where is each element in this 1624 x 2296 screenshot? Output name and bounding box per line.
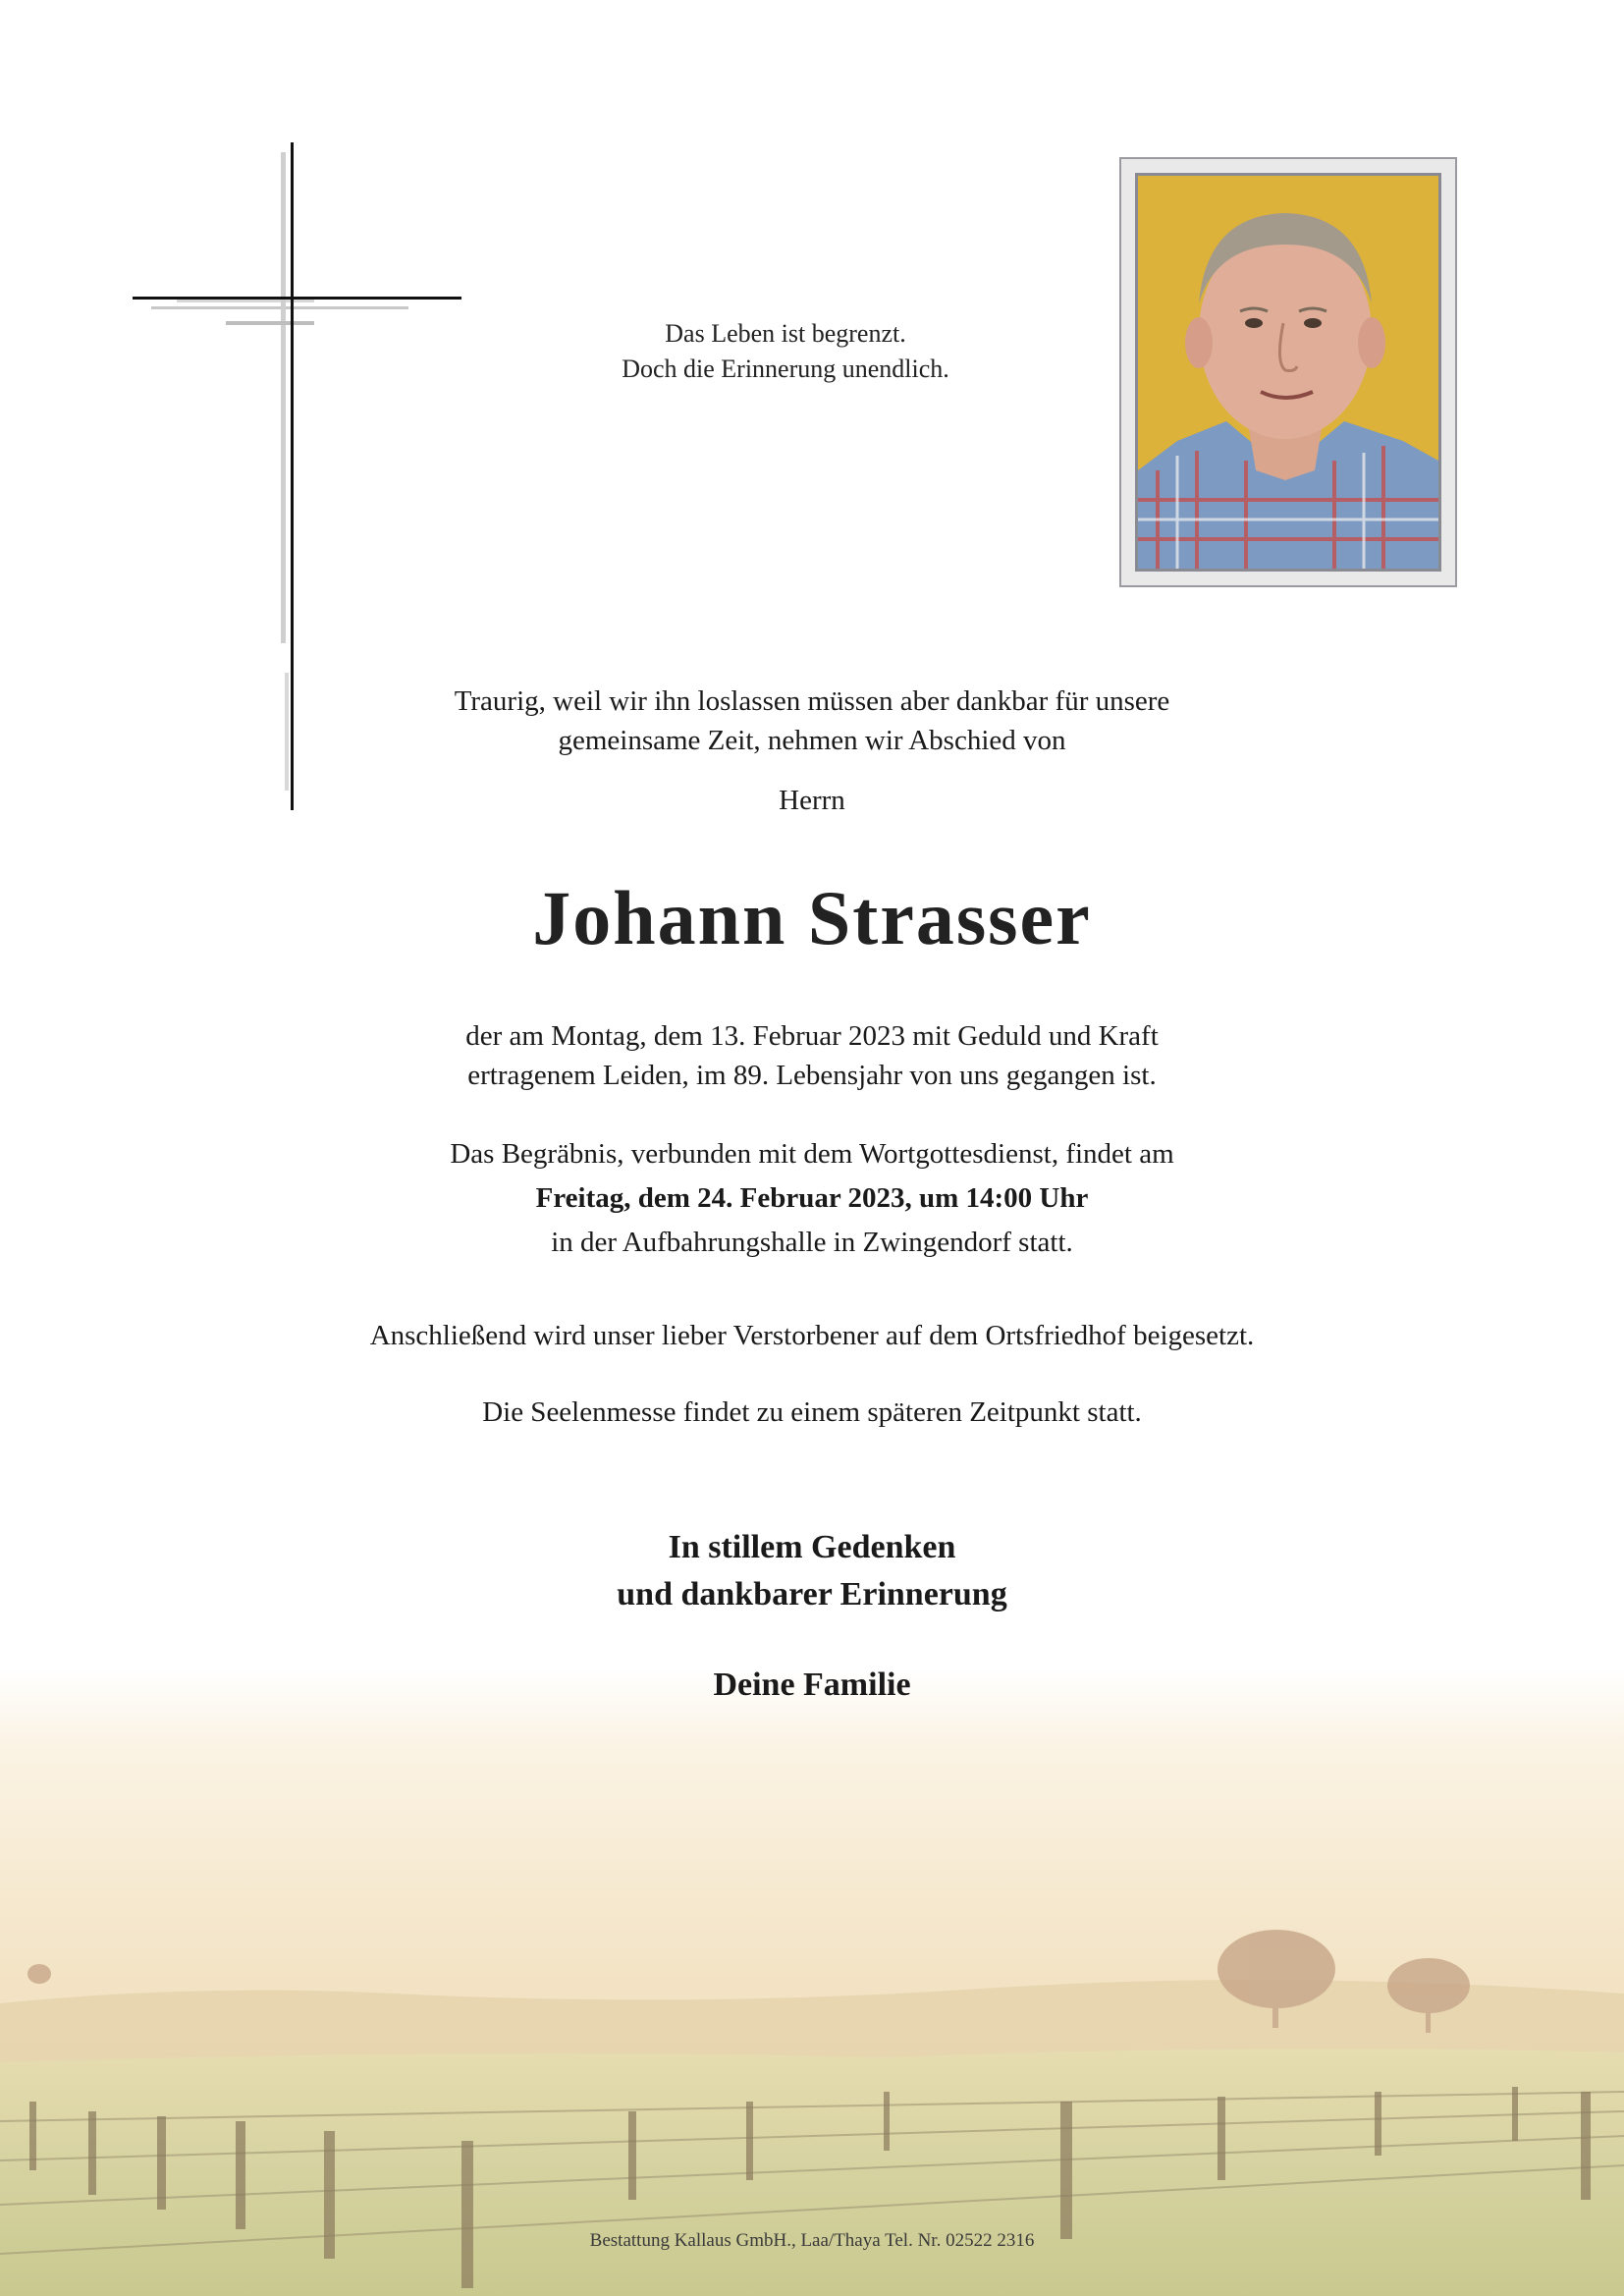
family-signature: Deine Familie [713, 1667, 911, 1703]
deceased-name: Johann Strasser [532, 875, 1092, 960]
intro-line-2: gemeinsame Zeit, nehmen wir Abschied von [558, 725, 1066, 756]
quote [511, 316, 1060, 387]
funeral-date-time: Freitag, dem 24. Februar 2023, um 14:00 Uhr [535, 1182, 1089, 1214]
portrait-photo [1135, 173, 1441, 572]
death-line-1: der am Montag, dem 13. Februar 2023 mit Geduld und Kraft [465, 1020, 1159, 1052]
quote-line-2: Doch die Erinnerung unendlich. [622, 355, 949, 383]
remembrance-text [0, 1524, 1624, 1618]
funeral-line-3: in der Aufbahrungshalle in Zwingendorf statt. [551, 1227, 1073, 1258]
intro-line-1: Traurig, weil wir ihn loslassen müssen aber dankbar für unsere [454, 685, 1170, 717]
death-notice [0, 1016, 1624, 1095]
funeral-home-footer: Bestattung Kallaus GmbH., Laa/Thaya Tel. Nr. 02522 2316 [589, 2230, 1035, 2251]
burial-notice: Anschließend wird unser lieber Verstorbener auf dem Ortsfriedhof beigesetzt. [369, 1320, 1255, 1351]
death-line-2: ertragenem Leiden, im 89. Lebensjahr von uns gegangen ist. [467, 1060, 1157, 1091]
vineyard-landscape-image [0, 1669, 1624, 2296]
remembrance-line-1: In stillem Gedenken [668, 1529, 956, 1565]
mass-notice: Die Seelenmesse findet zu einem späteren Zeitpunkt statt. [482, 1396, 1142, 1428]
funeral-line-1: Das Begräbnis, verbunden mit dem Wortgottesdienst, findet am [450, 1138, 1174, 1170]
funeral-details [0, 1132, 1624, 1265]
salutation: Herrn [779, 785, 845, 816]
intro-text [0, 682, 1624, 760]
remembrance-line-2: und dankbarer Erinnerung [617, 1576, 1007, 1613]
quote-line-1: Das Leben ist begrenzt. [665, 319, 906, 348]
portrait-illustration [1138, 176, 1438, 569]
portrait-frame [1119, 157, 1457, 587]
